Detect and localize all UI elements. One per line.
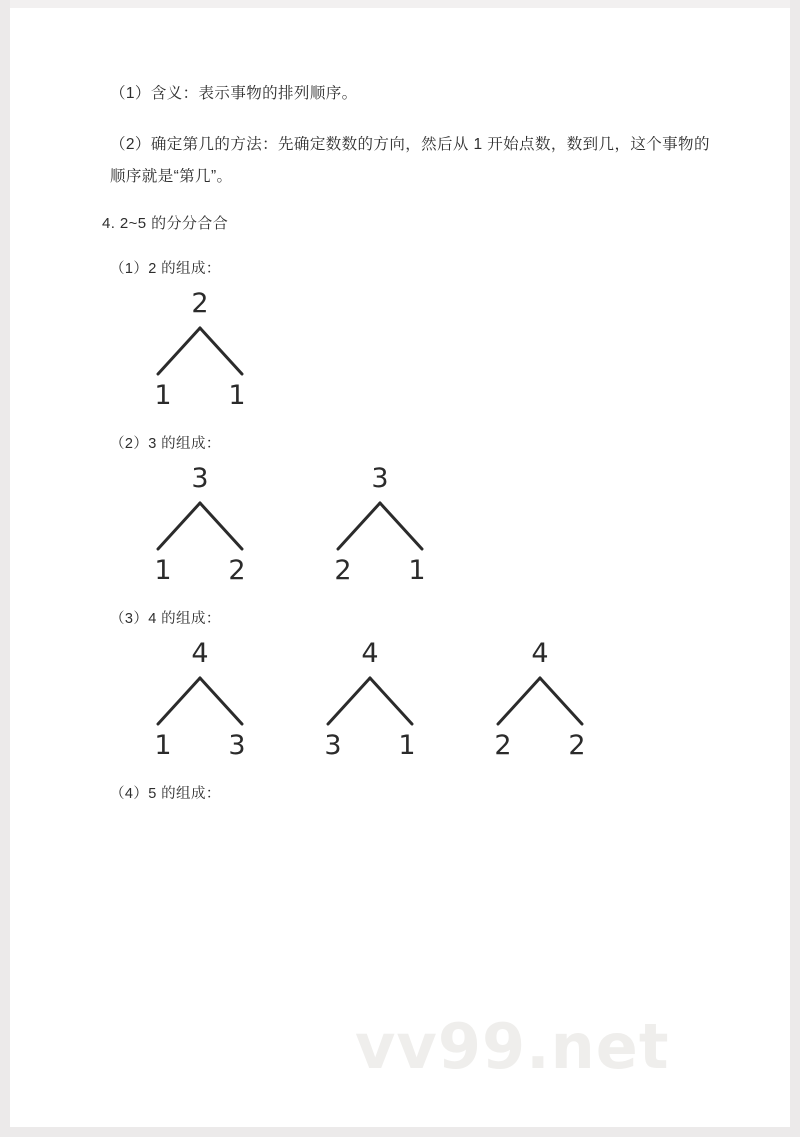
bond-legs (330, 501, 430, 553)
bond-top-value: 3 (191, 462, 209, 494)
bond-leaves (140, 730, 260, 761)
tree-row-2 (110, 288, 710, 428)
bond-right-value: 1 (408, 554, 426, 586)
bond-legs-svg (150, 326, 250, 378)
bond-legs (150, 326, 250, 378)
number-bond-4-1 (140, 638, 260, 778)
bond-left-value: 1 (154, 554, 172, 586)
bond-leaves (140, 380, 260, 411)
section-heading: 4. 2~5 的分分合合 (102, 214, 229, 232)
bond-leaves (320, 555, 440, 586)
page-edge-bottom (0, 1127, 800, 1137)
bond-leaves (310, 730, 430, 761)
paragraph-meaning: （1）含义：表示事物的排列顺序。 (110, 85, 358, 102)
bond-legs-svg (330, 501, 430, 553)
watermark: vv99.net (355, 1010, 670, 1083)
bond-left-value: 2 (494, 729, 512, 761)
number-bond-3-1 (140, 463, 260, 603)
bond-legs-svg (150, 676, 250, 728)
bond-top-value: 3 (371, 462, 389, 494)
bond-legs-svg (150, 501, 250, 553)
bond-right-value: 2 (568, 729, 586, 761)
page-edge-left (0, 0, 10, 1137)
bond-left-value: 1 (154, 729, 172, 761)
bond-top-value: 4 (531, 637, 549, 669)
bond-right-value: 2 (228, 554, 246, 586)
tree-row-4 (110, 638, 710, 778)
page-edge-top (0, 0, 800, 8)
bond-left-value: 2 (334, 554, 352, 586)
number-bond-4-3 (480, 638, 600, 778)
bond-legs-svg (490, 676, 590, 728)
bond-legs (150, 501, 250, 553)
bond-legs (150, 676, 250, 728)
bond-top-value: 2 (191, 287, 209, 319)
bond-right-value: 1 (398, 729, 416, 761)
page-edge-right (790, 0, 800, 1137)
paragraph-method: （2）确定第几的方法：先确定数数的方向，然后从 1 开始点数，数到几，这个事物的顺序就是“第几”。 (110, 135, 710, 186)
group-label-2: （1）2 的组成： (110, 260, 221, 277)
bond-right-value: 3 (228, 729, 246, 761)
bond-legs (490, 676, 590, 728)
bond-left-value: 1 (154, 379, 172, 411)
number-bond-2-1 (140, 288, 260, 428)
number-bond-3-2 (320, 463, 440, 603)
bond-left-value: 3 (324, 729, 342, 761)
bond-top-value: 4 (361, 637, 379, 669)
bond-leaves (140, 555, 260, 586)
tree-row-3 (110, 463, 710, 603)
bond-legs (320, 676, 420, 728)
document-content (102, 78, 710, 813)
bond-leaves (480, 730, 600, 761)
group-label-5: （4）5 的组成： (110, 785, 221, 802)
group-label-3: （2）3 的组成： (110, 435, 221, 452)
group-label-4: （3）4 的组成： (110, 610, 221, 627)
bond-legs-svg (320, 676, 420, 728)
bond-top-value: 4 (191, 637, 209, 669)
number-bond-4-2 (310, 638, 430, 778)
bond-right-value: 1 (228, 379, 246, 411)
